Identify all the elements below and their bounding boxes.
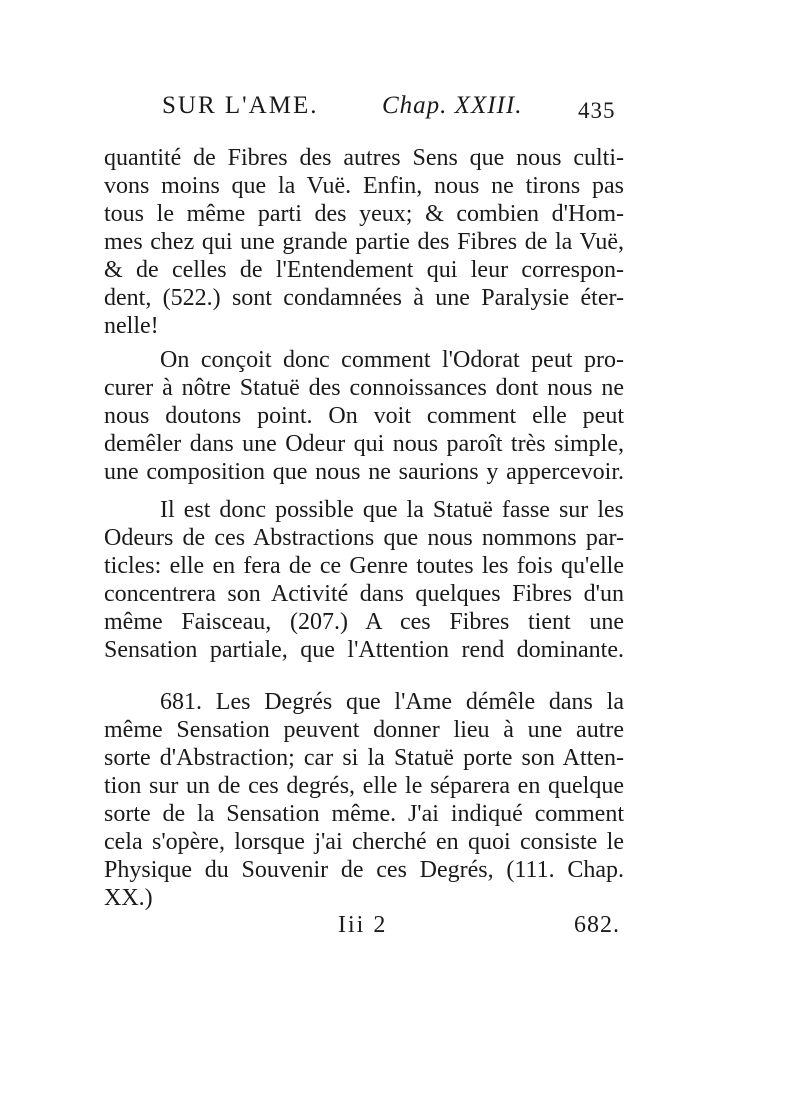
page-number: 435 bbox=[578, 98, 616, 123]
text-line: tous le même parti des yeux; & combien d'Hom- bbox=[104, 201, 624, 227]
text-line: vons moins que la Vuë. Enfin, nous ne tirons pas bbox=[104, 173, 624, 199]
running-head-chapter: Chap. XXIII. bbox=[382, 92, 523, 119]
text-line: & de celles de l'Entendement qui leur correspon- bbox=[104, 257, 624, 283]
text-line: quantité de Fibres des autres Sens que nous culti- bbox=[104, 145, 624, 171]
text-line: nelle! bbox=[104, 313, 159, 339]
text-line: 681. Les Degrés que l'Ame démêle dans la bbox=[160, 689, 624, 715]
text-line: même Sensation peuvent donner lieu à une autre bbox=[104, 717, 624, 743]
text-line: sorte d'Abstraction; car si la Statuë porte son Atten- bbox=[104, 745, 624, 771]
running-head-title: SUR L'AME. bbox=[162, 92, 319, 119]
text-line: Physique du Souvenir de ces Degrés, (111. Chap. bbox=[104, 857, 624, 883]
text-line: ticles: elle en fera de ce Genre toutes les fois qu'elle bbox=[104, 553, 624, 579]
text-line: même Faisceau, (207.) A ces Fibres tient une bbox=[104, 609, 624, 635]
text-line: demêler dans une Odeur qui nous paroît très simple, bbox=[104, 431, 624, 457]
catchword: 682. bbox=[574, 912, 620, 938]
text-line: concentrera son Activité dans quelques Fibres d'un bbox=[104, 581, 624, 607]
text-line: curer à nôtre Statuë des connoissances dont nous ne bbox=[104, 375, 624, 401]
signature-mark: Iii 2 bbox=[338, 912, 388, 938]
text-line: cela s'opère, lorsque j'ai cherché en quoi consiste le bbox=[104, 829, 624, 855]
text-line: nous doutons point. On voit comment elle peut bbox=[104, 403, 624, 429]
running-head bbox=[160, 92, 640, 132]
text-line: Sensation partiale, que l'Attention rend dominante. bbox=[104, 637, 624, 663]
text-line: Odeurs de ces Abstractions que nous nommons par- bbox=[104, 525, 624, 551]
text-line: une composition que nous ne saurions y appercevoir. bbox=[104, 459, 624, 485]
text-line: sorte de la Sensation même. J'ai indiqué comment bbox=[104, 801, 624, 827]
text-line: dent, (522.) sont condamnées à une Paralysie éter- bbox=[104, 285, 624, 311]
text-line: On conçoit donc comment l'Odorat peut pro- bbox=[160, 347, 624, 373]
page-footer bbox=[0, 912, 800, 946]
text-line: mes chez qui une grande partie des Fibres de la Vuë, bbox=[104, 229, 624, 255]
text-line: Il est donc possible que la Statuë fasse sur les bbox=[160, 497, 624, 523]
text-line: tion sur un de ces degrés, elle le séparera en quelque bbox=[104, 773, 624, 799]
text-line: XX.) bbox=[104, 885, 153, 911]
